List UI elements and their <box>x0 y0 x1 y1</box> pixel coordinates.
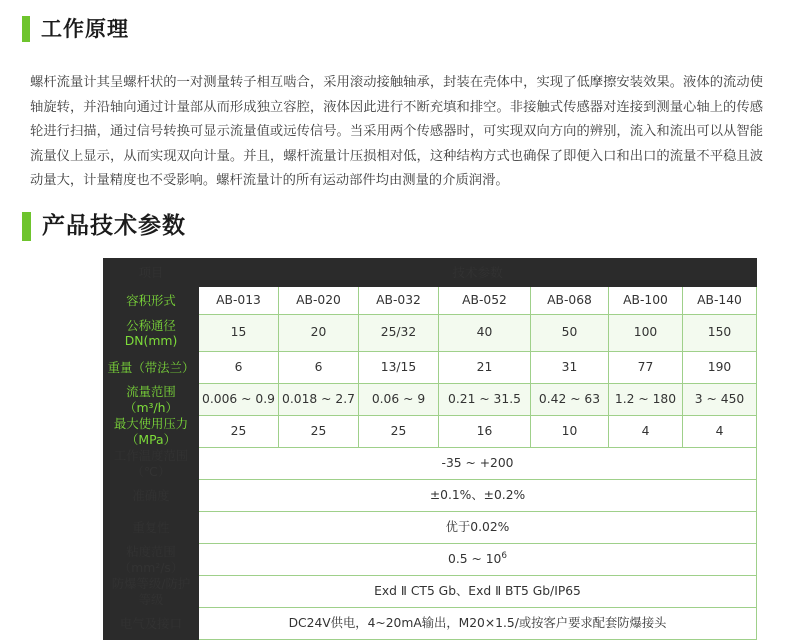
cell: 25 <box>199 416 279 448</box>
header-item-label: 项目 <box>104 259 199 287</box>
spec-table <box>103 258 757 640</box>
cell: 16 <box>439 416 531 448</box>
cell: 77 <box>609 352 683 384</box>
cell: 3 ~ 450 <box>683 384 757 416</box>
table-row <box>104 315 757 352</box>
cell: AB-100 <box>609 287 683 315</box>
header-spec-label: 技术参数 <box>199 259 757 287</box>
row-label: 准确度 <box>104 480 199 512</box>
row-label: 粘度范围（mm²/s） <box>104 544 199 576</box>
cell: 4 <box>683 416 757 448</box>
cell: 25/32 <box>359 315 439 352</box>
row-label: 工作温度范围（℃） <box>104 448 199 480</box>
cell: 6 <box>279 352 359 384</box>
row-label: 容积形式 <box>104 287 199 315</box>
cell: 25 <box>359 416 439 448</box>
row-label: 电气及接口 <box>104 608 199 640</box>
row-label: 重复性 <box>104 512 199 544</box>
cell: AB-052 <box>439 287 531 315</box>
principle-paragraph: 螺杆流量计其呈螺杆状的一对测量转子相互啮合，采用滚动接触轴承，封装在壳体中，实现了低摩擦安装效果。液体的流动使轴旋转，并沿轴向通过计量部从而形成独立容腔，液体因此进行不断充填和排空。非接触式传感器对连接到测量心轴上的传感轮进行扫描，通过信号转换可显示流量值或远传信号。当采用两个传感器时，可实现双向方向的辨别，流入和流出可以从智能流量仪上显示，从而实现双向计量。并且，螺杆流量计压损相对低，这种结构方式也确保了即便入口和出口的流量不平稳且波动量大，计量精度也不受影响。螺杆流量计的所有运动部件均由测量的介质润滑。 <box>30 75 763 189</box>
cell: 10 <box>531 416 609 448</box>
params-title: 产品技术参数 <box>42 213 186 239</box>
cell: AB-068 <box>531 287 609 315</box>
table-row <box>104 448 757 480</box>
cell: Exd Ⅱ CT5 Gb、Exd Ⅱ BT5 Gb/IP65 <box>199 576 757 608</box>
cell: AB-140 <box>683 287 757 315</box>
cell: 4 <box>609 416 683 448</box>
table-row <box>104 480 757 512</box>
cell: 21 <box>439 352 531 384</box>
cell: 1.2 ~ 180 <box>609 384 683 416</box>
cell: 20 <box>279 315 359 352</box>
heading-accent-bar <box>22 16 30 42</box>
section-heading-principle <box>22 16 129 42</box>
heading-accent-bar <box>22 212 31 241</box>
cell: AB-020 <box>279 287 359 315</box>
table-row <box>104 384 757 416</box>
cell: 0.06 ~ 9 <box>359 384 439 416</box>
row-label <box>104 315 199 352</box>
section-heading-params <box>22 212 186 241</box>
cell: AB-013 <box>199 287 279 315</box>
cell: 40 <box>439 315 531 352</box>
cell: -35 ~ +200 <box>199 448 757 480</box>
cell: 0.42 ~ 63 <box>531 384 609 416</box>
cell: 优于0.02% <box>199 512 757 544</box>
row-label-line2: DN(mm) <box>124 333 178 348</box>
row-label: 流量范围（m³/h） <box>104 384 199 416</box>
table-row <box>104 352 757 384</box>
cell: 50 <box>531 315 609 352</box>
cell: 0.21 ~ 31.5 <box>439 384 531 416</box>
principle-title: 工作原理 <box>41 17 129 41</box>
spec-table-wrapper <box>103 258 756 640</box>
cell: 25 <box>279 416 359 448</box>
cell: 100 <box>609 315 683 352</box>
table-row <box>104 259 757 287</box>
table-row <box>104 416 757 448</box>
cell: 150 <box>683 315 757 352</box>
table-row <box>104 608 757 640</box>
row-label: 最大使用压力（MPa） <box>104 416 199 448</box>
table-row <box>104 512 757 544</box>
cell: 15 <box>199 315 279 352</box>
table-row <box>104 576 757 608</box>
exponent: 6 <box>501 551 507 562</box>
cell: 190 <box>683 352 757 384</box>
cell: AB-032 <box>359 287 439 315</box>
cell: 0.5 ~ $10^6$ <box>199 544 757 576</box>
table-row <box>104 544 757 576</box>
cell: DC24V供电，4~20mA输出，M20×1.5/或按客户要求配套防爆接头 <box>199 608 757 640</box>
cell: 31 <box>531 352 609 384</box>
row-label: 防爆等级/防护等级 <box>104 576 199 608</box>
row-label-line1: 公称通径 <box>126 317 176 333</box>
cell: ±0.1%、±0.2% <box>199 480 757 512</box>
cell: 13/15 <box>359 352 439 384</box>
table-row <box>104 287 757 315</box>
cell: 0.018 ~ 2.7 <box>279 384 359 416</box>
row-label: 重量（带法兰） <box>104 352 199 384</box>
cell: 0.006 ~ 0.9 <box>199 384 279 416</box>
cell: 6 <box>199 352 279 384</box>
